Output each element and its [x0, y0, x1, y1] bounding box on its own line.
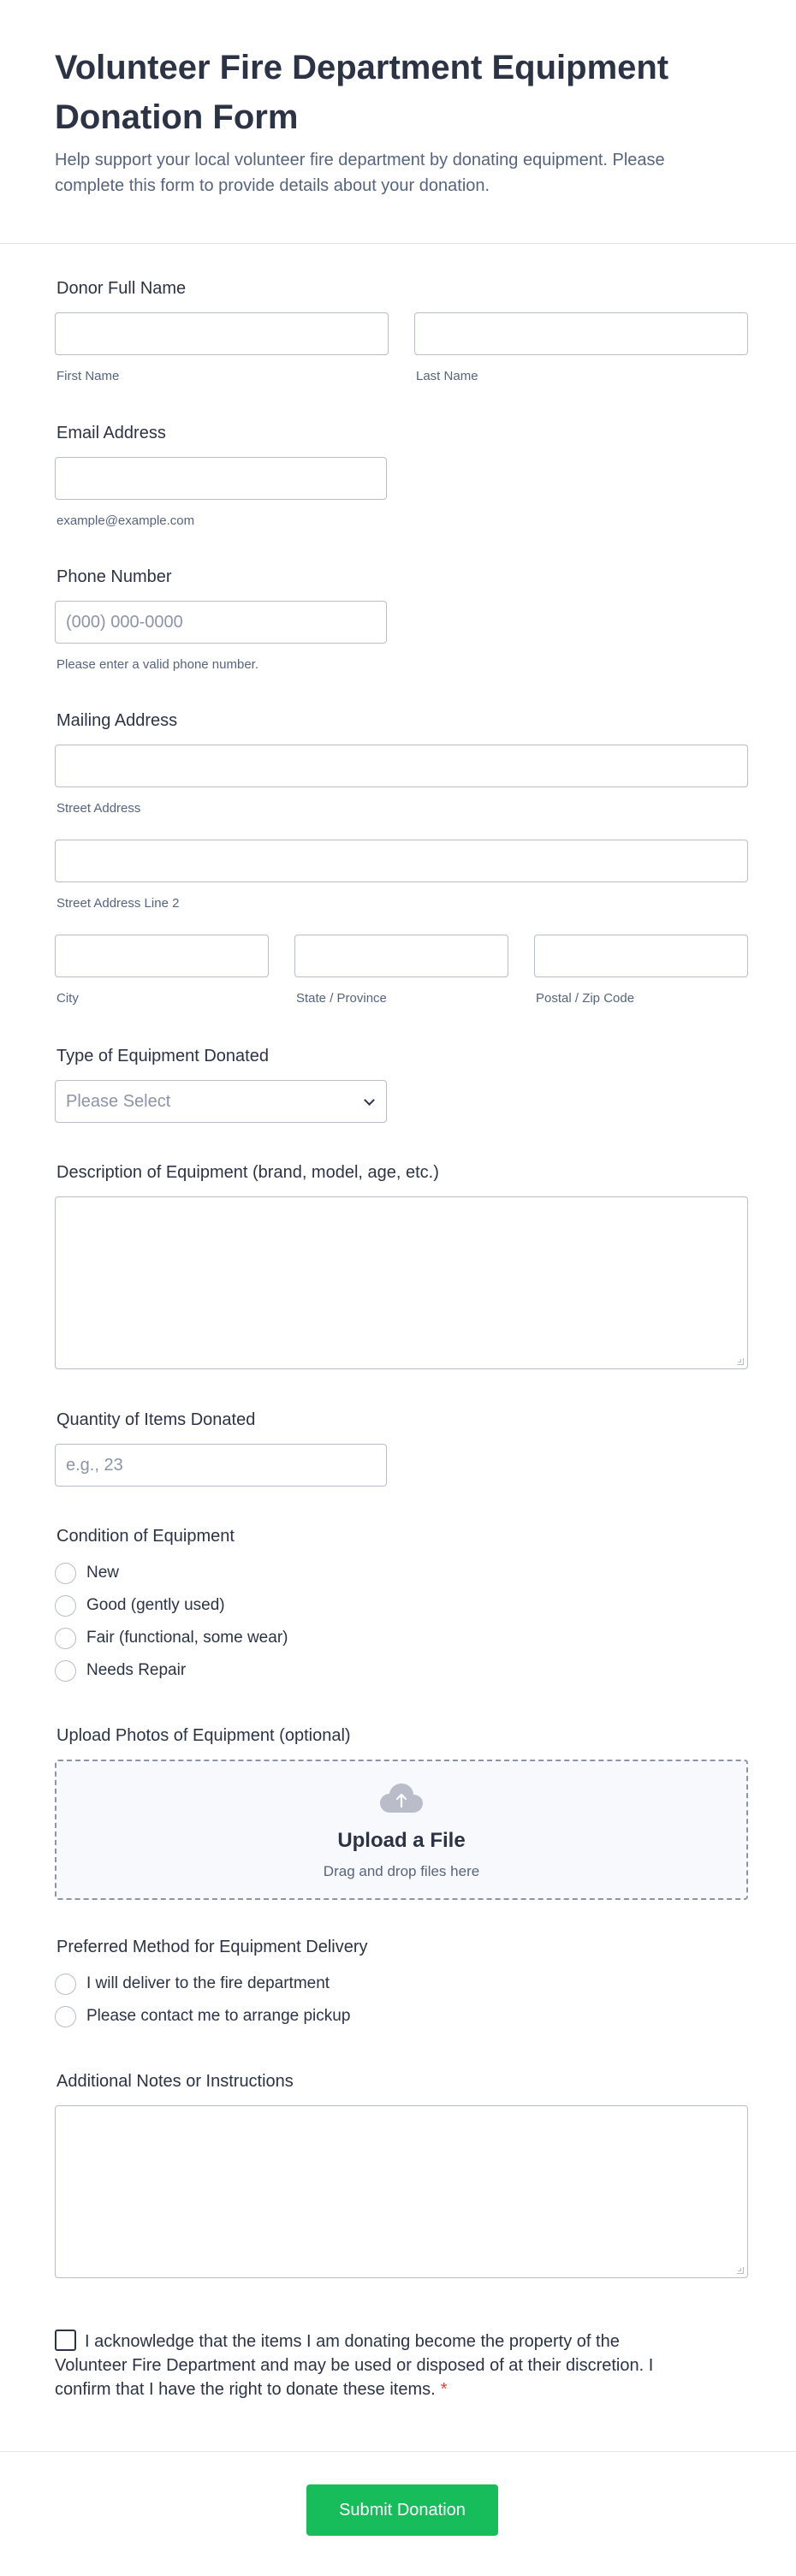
- email-label: Email Address: [56, 424, 166, 442]
- notes-label: Additional Notes or Instructions: [56, 2072, 294, 2091]
- acknowledgement-text: I acknowledge that the items I am donating become the property of the Volunteer Fire Department and may be used or disposed of at their discretion. I confirm that I have the right to donate these items.: [55, 2332, 654, 2399]
- notes-textarea[interactable]: [55, 2105, 748, 2278]
- upload-dropzone[interactable]: [55, 1760, 748, 1900]
- address-field: [55, 711, 748, 1006]
- submit-button[interactable]: Submit Donation: [306, 2484, 498, 2536]
- street-address-line2-sublabel: Street Address Line 2: [56, 896, 180, 911]
- delivery-field: [55, 1938, 568, 2033]
- required-marker: *: [440, 2380, 448, 2399]
- email-input[interactable]: [55, 457, 387, 500]
- radio-button[interactable]: [55, 1563, 76, 1584]
- city-sublabel: City: [56, 991, 79, 1006]
- condition-option-fair[interactable]: Fair (functional, some wear): [55, 1622, 568, 1654]
- last-name-sublabel: Last Name: [416, 369, 478, 383]
- first-name-sublabel: First Name: [56, 369, 120, 383]
- phone-input[interactable]: (000) 000-0000: [55, 601, 387, 644]
- quantity-input[interactable]: e.g., 23: [55, 1444, 387, 1487]
- delivery-option-deliver[interactable]: I will deliver to the fire department: [55, 1968, 568, 2000]
- footer-divider: [0, 2451, 796, 2452]
- equipment-type-field: [55, 1047, 389, 1123]
- radio-button[interactable]: [55, 1974, 76, 1995]
- street-address-line2-input[interactable]: [55, 840, 748, 882]
- phone-label: Phone Number: [56, 567, 172, 586]
- acknowledgement-field: [55, 2330, 688, 2401]
- zip-input[interactable]: [534, 935, 748, 977]
- first-name-input[interactable]: [55, 312, 389, 355]
- phone-sublabel: Please enter a valid phone number.: [56, 657, 258, 672]
- condition-field: [55, 1527, 568, 1687]
- form-header: [0, 0, 796, 244]
- email-field: [55, 424, 389, 528]
- delivery-option-pickup[interactable]: Please contact me to arrange pickup: [55, 2000, 568, 2033]
- acknowledgement-checkbox[interactable]: [55, 2330, 76, 2351]
- state-input[interactable]: [294, 935, 508, 977]
- equipment-type-select[interactable]: Please Select: [55, 1080, 387, 1123]
- email-sublabel: example@example.com: [56, 513, 195, 528]
- radio-button[interactable]: [55, 2006, 76, 2027]
- upload-label: Upload Photos of Equipment (optional): [56, 1726, 351, 1745]
- phone-field: [55, 567, 389, 672]
- street-address-input[interactable]: [55, 745, 748, 787]
- description-label: Description of Equipment (brand, model, age, etc.): [56, 1163, 439, 1182]
- description-textarea[interactable]: [55, 1196, 748, 1369]
- resize-handle-icon[interactable]: [737, 2267, 744, 2274]
- condition-option-good[interactable]: Good (gently used): [55, 1589, 568, 1622]
- radio-button[interactable]: [55, 1660, 76, 1682]
- condition-option-new[interactable]: New: [55, 1557, 568, 1589]
- radio-button[interactable]: [55, 1595, 76, 1617]
- resize-handle-icon[interactable]: [737, 1358, 744, 1365]
- city-input[interactable]: [55, 935, 269, 977]
- donor-name-field: [55, 279, 748, 383]
- notes-field: [55, 2072, 748, 2278]
- donor-name-label: Donor Full Name: [56, 279, 187, 298]
- upload-subtitle: Drag and drop files here: [323, 1863, 480, 1879]
- cloud-upload-icon: [379, 1782, 424, 1814]
- zip-sublabel: Postal / Zip Code: [536, 991, 635, 1006]
- acknowledgement-text-block: [55, 2330, 688, 2401]
- form-title: Volunteer Fire Department Equipment Donation Form: [55, 49, 669, 136]
- quantity-label: Quantity of Items Donated: [56, 1410, 256, 1429]
- upload-field: [55, 1726, 748, 1900]
- upload-title: Upload a File: [337, 1829, 466, 1852]
- quantity-field: [55, 1410, 389, 1487]
- condition-label: Condition of Equipment: [56, 1527, 235, 1546]
- equipment-type-label: Type of Equipment Donated: [56, 1047, 269, 1065]
- delivery-label: Preferred Method for Equipment Delivery: [56, 1938, 368, 1956]
- street-address-sublabel: Street Address: [56, 801, 141, 816]
- address-label: Mailing Address: [56, 711, 178, 730]
- radio-button[interactable]: [55, 1628, 76, 1649]
- form-description: Help support your local volunteer fire department by donating equipment. Please complete this form to provide details about your donation.: [55, 151, 665, 195]
- last-name-input[interactable]: [414, 312, 748, 355]
- condition-option-needs-repair[interactable]: Needs Repair: [55, 1654, 568, 1687]
- description-field: [55, 1163, 748, 1369]
- state-sublabel: State / Province: [296, 991, 387, 1006]
